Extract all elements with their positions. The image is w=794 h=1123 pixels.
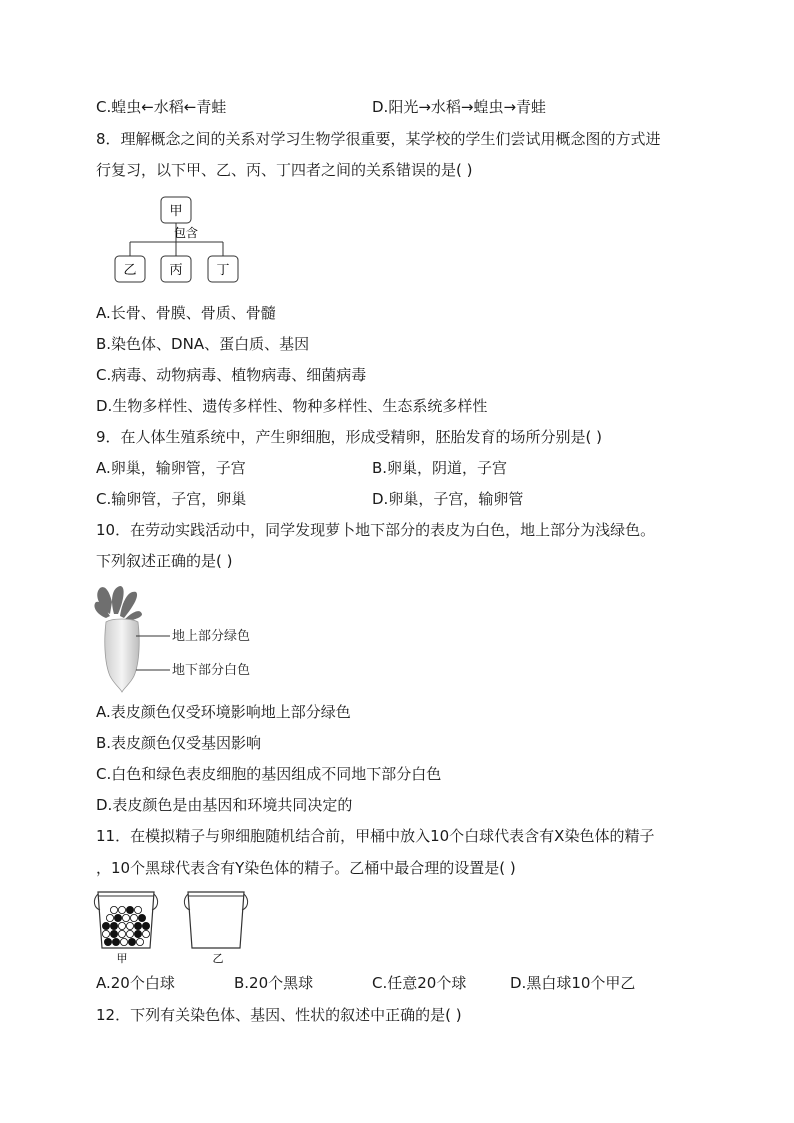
white-ball bbox=[134, 906, 141, 913]
black-ball bbox=[112, 938, 119, 945]
q11-label-jia: 甲 bbox=[116, 952, 128, 965]
q7-option-d: D.阳光→水稻→蝗虫→青蛙 bbox=[372, 98, 547, 116]
q11-label-yi: 乙 bbox=[212, 952, 224, 965]
bucket-jia-icon bbox=[94, 892, 157, 948]
q10-label-top: 地上部分绿色 bbox=[172, 629, 251, 644]
q11-option-c: C.任意20个球 bbox=[372, 974, 467, 992]
white-ball bbox=[118, 922, 125, 929]
q8-box-top-label: 甲 bbox=[169, 204, 183, 219]
q11-stem-line1: 11．在模拟精子与卵细胞随机结合前，甲桶中放入10个白球代表含有X染色体的精子 bbox=[96, 827, 655, 845]
q9-option-a: A.卵巢，输卵管，子宫 bbox=[96, 459, 246, 477]
q8-relation-label: 包含 bbox=[173, 226, 199, 240]
black-ball bbox=[142, 922, 149, 929]
black-ball bbox=[138, 914, 145, 921]
q8-option-c: C.病毒、动物病毒、植物病毒、细菌病毒 bbox=[96, 366, 367, 384]
q10-label-bottom: 地下部分白色 bbox=[172, 663, 251, 678]
q8-concept-diagram bbox=[110, 192, 250, 284]
white-ball bbox=[126, 922, 133, 929]
q8-box-child-1-label: 乙 bbox=[123, 263, 137, 278]
q10-radish-figure bbox=[92, 584, 272, 694]
q8-stem-line2: 行复习，以下甲、乙、丙、丁四者之间的关系错误的是( ) bbox=[96, 161, 473, 179]
white-ball bbox=[118, 906, 125, 913]
black-ball bbox=[104, 938, 111, 945]
q11-option-d: D.黑白球10个甲乙 bbox=[510, 974, 636, 992]
q8-option-d: D.生物多样性、遗传多样性、物种多样性、生态系统多样性 bbox=[96, 397, 488, 415]
q9-option-c: C.输卵管，子宫，卵巢 bbox=[96, 490, 247, 508]
q10-stem-line1: 10．在劳动实践活动中，同学发现萝卜地下部分的表皮为白色，地上部分为浅绿色。 bbox=[96, 521, 656, 539]
q8-option-a: A.长骨、骨膜、骨质、骨髓 bbox=[96, 304, 276, 322]
q10-option-b: B.表皮颜色仅受基因影响 bbox=[96, 734, 262, 752]
q10-option-a: A.表皮颜色仅受环境影响地上部分绿色 bbox=[96, 703, 351, 721]
white-ball bbox=[110, 906, 117, 913]
q11-stem-line2: ，10个黑球代表含有Y染色体的精子。乙桶中最合理的设置是( ) bbox=[96, 859, 516, 877]
radish-root-icon bbox=[105, 619, 139, 692]
q10-option-c: C.白色和绿色表皮细胞的基因组成不同地下部分白色 bbox=[96, 765, 442, 783]
q9-option-b: B.卵巢，阴道，子宫 bbox=[372, 459, 508, 477]
q11-option-a: A.20个白球 bbox=[96, 974, 175, 992]
black-ball bbox=[126, 906, 133, 913]
q11-option-b: B.20个黑球 bbox=[234, 974, 314, 992]
black-ball bbox=[110, 930, 117, 937]
q7-option-c: C.蝗虫←水稻←青蛙 bbox=[96, 98, 227, 116]
radish-leaves-icon bbox=[94, 586, 142, 622]
white-ball bbox=[126, 930, 133, 937]
bucket-yi-icon bbox=[184, 892, 247, 948]
white-ball bbox=[118, 930, 125, 937]
white-ball bbox=[122, 914, 129, 921]
white-ball bbox=[120, 938, 127, 945]
q8-stem-line1: 8．理解概念之间的关系对学习生物学很重要，某学校的学生们尝试用概念图的方式进 bbox=[96, 130, 661, 148]
white-ball bbox=[136, 938, 143, 945]
black-ball bbox=[128, 938, 135, 945]
black-ball bbox=[102, 922, 109, 929]
q10-stem-line2: 下列叙述正确的是( ) bbox=[96, 552, 233, 570]
black-ball bbox=[134, 922, 141, 929]
q9-option-d: D.卵巢，子宫，输卵管 bbox=[372, 490, 524, 508]
black-ball bbox=[110, 922, 117, 929]
q10-option-d: D.表皮颜色是由基因和环境共同决定的 bbox=[96, 796, 353, 814]
white-ball bbox=[130, 914, 137, 921]
black-ball bbox=[114, 914, 121, 921]
q11-buckets-figure bbox=[92, 886, 272, 966]
q8-box-child-3-label: 丁 bbox=[216, 263, 230, 278]
white-ball bbox=[106, 914, 113, 921]
q8-box-child-2-label: 丙 bbox=[169, 263, 183, 278]
q9-stem: 9．在人体生殖系统中，产生卵细胞，形成受精卵，胚胎发育的场所分别是( ) bbox=[96, 428, 603, 446]
black-ball bbox=[134, 930, 141, 937]
white-ball bbox=[102, 930, 109, 937]
q12-stem: 12．下列有关染色体、基因、性状的叙述中正确的是( ) bbox=[96, 1006, 462, 1024]
white-ball bbox=[142, 930, 149, 937]
q8-option-b: B.染色体、DNA、蛋白质、基因 bbox=[96, 335, 310, 353]
